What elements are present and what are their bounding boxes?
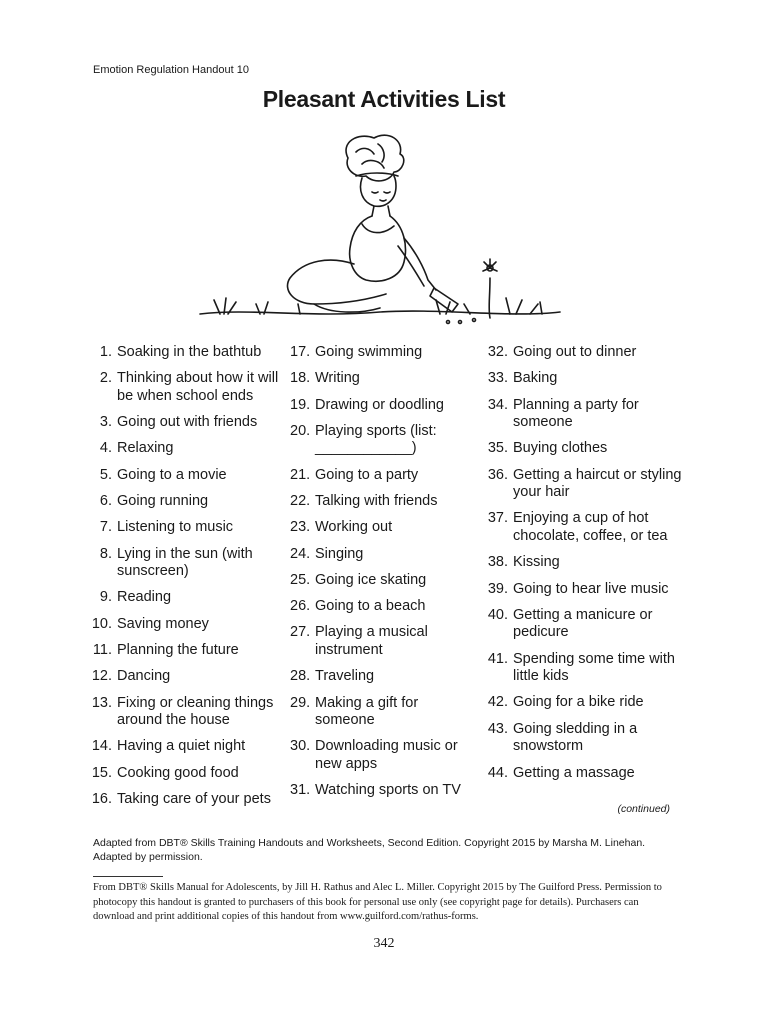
list-item: 18. Writing — [290, 370, 360, 387]
list-item: 16. Taking care of your pets — [91, 790, 271, 807]
list-item: 24. Singing — [290, 545, 364, 562]
copyright-notice: From DBT® Skills Manual for Adolescents, by Jill H. Rathus and Alec L. Miller. Copyright 2015 by The Guilford Press. Permission to photocopy this handout is granted to purchasers of this book for personal use only (see copyright page for details). Purchasers can download and print additional copies of this handout from www.guilford.com/rathus-forms. — [93, 882, 662, 922]
list-item: 9. Reading — [99, 589, 172, 606]
list-item: 11. Planning the future — [92, 641, 239, 658]
list-item: 7. Listening to music — [99, 519, 234, 536]
page-title: Pleasant Activities List — [262, 86, 506, 112]
list-item: 40. Getting a manicure or pedicure — [487, 606, 653, 641]
page-number: 342 — [373, 936, 395, 951]
list-item: 43. Going sledding in a snowstorm — [487, 720, 638, 755]
list-item: 28. Traveling — [290, 668, 375, 685]
list-item: 14. Having a quiet night — [91, 738, 246, 755]
list-item: 5. Going to a movie — [99, 466, 227, 483]
list-item: 19. Drawing or doodling — [290, 396, 444, 413]
list-item: 3. Going out with friends — [99, 414, 258, 431]
list-item: 15. Cooking good food — [91, 764, 239, 781]
list-item: 26. Going to a beach — [290, 598, 426, 615]
list-item: 4. Relaxing — [99, 440, 174, 457]
list-item: 37. Enjoying a cup of hot chocolate, coffee, or tea — [487, 510, 668, 544]
list-item: 42. Going for a bike ride — [487, 694, 644, 711]
list-item: 34. Planning a party for someone — [487, 396, 639, 431]
list-item: 6. Going running — [99, 492, 209, 509]
continued-note: (continued) — [617, 803, 670, 815]
list-item: 2. Thinking about how it will be when school ends — [99, 370, 279, 404]
list-item: 23. Working out — [290, 519, 393, 536]
list-item: 27. Playing a musical instrument — [290, 624, 428, 658]
list-item: 21. Going to a party — [290, 466, 419, 483]
activities-column-3 — [484, 344, 684, 791]
list-item: 20. Playing sports (list: ____________) — [290, 422, 437, 457]
list-item: 10. Saving money — [91, 615, 209, 632]
list-item: 38. Kissing — [487, 554, 560, 571]
list-item: 32. Going out to dinner — [487, 344, 637, 360]
activities-column-1 — [88, 344, 283, 817]
list-item: 30. Downloading music or new apps — [290, 738, 458, 772]
list-item: 35. Buying clothes — [487, 440, 608, 457]
list-item: 31. Watching sports on TV — [290, 782, 461, 799]
adapted-note: Adapted from DBT® Skills Training Handouts and Worksheets, Second Edition. Copyright 2015 by Marsha M. Linehan. Adapted by permission. — [93, 837, 646, 863]
list-item: 25. Going ice skating — [290, 571, 427, 588]
activities-column-2 — [290, 344, 480, 808]
footnote-divider — [93, 876, 163, 877]
list-item: 41. Spending some time with little kids — [487, 650, 675, 685]
list-item: 36. Getting a haircut or styling your hair — [487, 466, 682, 501]
list-item: 8. Lying in the sun (with sunscreen) — [99, 545, 253, 580]
list-item: 39. Going to hear live music — [487, 580, 669, 597]
list-item: 12. Dancing — [91, 668, 171, 685]
handout-label: Emotion Regulation Handout 10 — [93, 64, 249, 76]
list-item: 22. Talking with friends — [290, 492, 438, 509]
list-item: 44. Getting a massage — [487, 764, 635, 781]
list-item: 29. Making a gift for someone — [290, 694, 419, 729]
girl-gardening-illustration — [190, 128, 570, 328]
list-item: 33. Baking — [487, 370, 558, 387]
list-item: 1. Soaking in the bathtub — [99, 344, 262, 360]
list-item: 13. Fixing or cleaning things around the house — [91, 694, 274, 729]
list-item: 17. Going swimming — [290, 344, 423, 360]
